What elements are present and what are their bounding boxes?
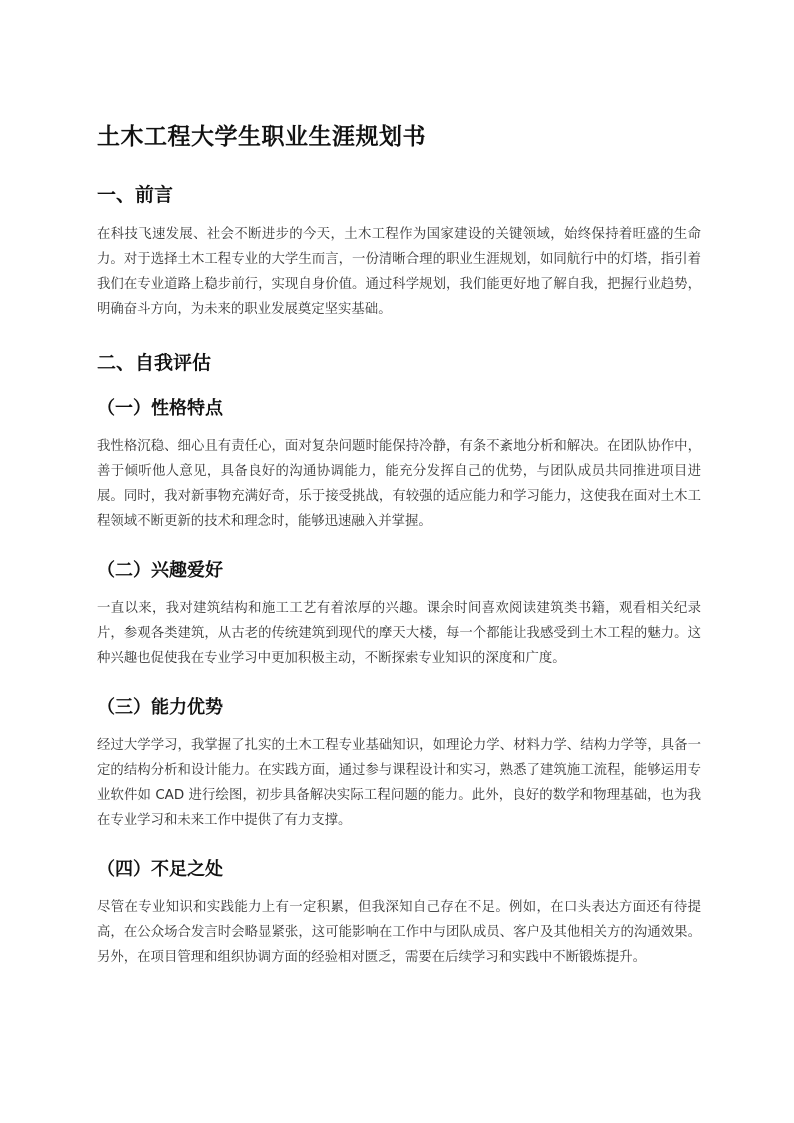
subsection-personality [97,394,701,534]
subsection-abilities [97,693,701,833]
section-self-assessment [97,348,701,970]
section-intro [97,180,701,322]
subsection-weaknesses [97,855,701,970]
section-intro-heading: 一、前言 [97,184,174,206]
document-page [97,118,701,992]
subsection-abilities-heading: （三）能力优势 [97,697,223,718]
subsection-interests-heading: （二）兴趣爱好 [97,560,223,581]
section-assessment-heading: 二、自我评估 [97,352,212,374]
subsection-abilities-body: 经过大学学习，我掌握了扎实的土木工程专业基础知识，如理论力学、材料力学、结构力学等，具备一定的结构分析和设计能力。在实践方面，通过参与课程设计和实习，熟悉了建筑施工流程，能够运用专业软件如 CAD 进行绘图，初步具备解决实际工程问题的能力。此外，良好的数学和物理基础，也为我在专业学习和未来工作中提供了有力支撑。 [97,738,701,828]
subsection-weaknesses-heading: （四）不足之处 [97,859,223,880]
subsection-personality-body: 我性格沉稳、细心且有责任心，面对复杂问题时能保持冷静，有条不紊地分析和解决。在团队协作中，善于倾听他人意见，具备良好的沟通协调能力，能充分发挥自己的优势，与团队成员共同推进项目进展。同时，我对新事物充满好奇，乐于接受挑战，有较强的适应能力和学习能力，这使我在面对土木工程领域不断更新的技术和理念时，能够迅速融入并掌握。 [97,439,701,529]
subsection-interests-body: 一直以来，我对建筑结构和施工工艺有着浓厚的兴趣。课余时间喜欢阅读建筑类书籍，观看相关纪录片，参观各类建筑，从古老的传统建筑到现代的摩天大楼，每一个都能让我感受到土木工程的魅力。这种兴趣也促使我在专业学习中更加积极主动，不断探索专业知识的深度和广度。 [97,601,701,666]
subsection-personality-heading: （一）性格特点 [97,398,223,419]
subsection-interests [97,556,701,671]
document-title: 土木工程大学生职业生涯规划书 [97,124,426,150]
section-intro-body: 在科技飞速发展、社会不断进步的今天，土木工程作为国家建设的关键领域，始终保持着旺盛的生命力。对于选择土木工程专业的大学生而言，一份清晰合理的职业生涯规划，如同航行中的灯塔，指引着我们在专业道路上稳步前行，实现自身价值。通过科学规划，我们能更好地了解自我，把握行业趋势，明确奋斗方向，为未来的职业发展奠定坚实基础。 [97,227,701,317]
subsection-weaknesses-body: 尽管在专业知识和实践能力上有一定积累，但我深知自己存在不足。例如，在口头表达方面还有待提高，在公众场合发言时会略显紧张，这可能影响在工作中与团队成员、客户及其他相关方的沟通效果。另外，在项目管理和组织协调方面的经验相对匮乏，需要在后续学习和实践中不断锻炼提升。 [97,900,701,965]
